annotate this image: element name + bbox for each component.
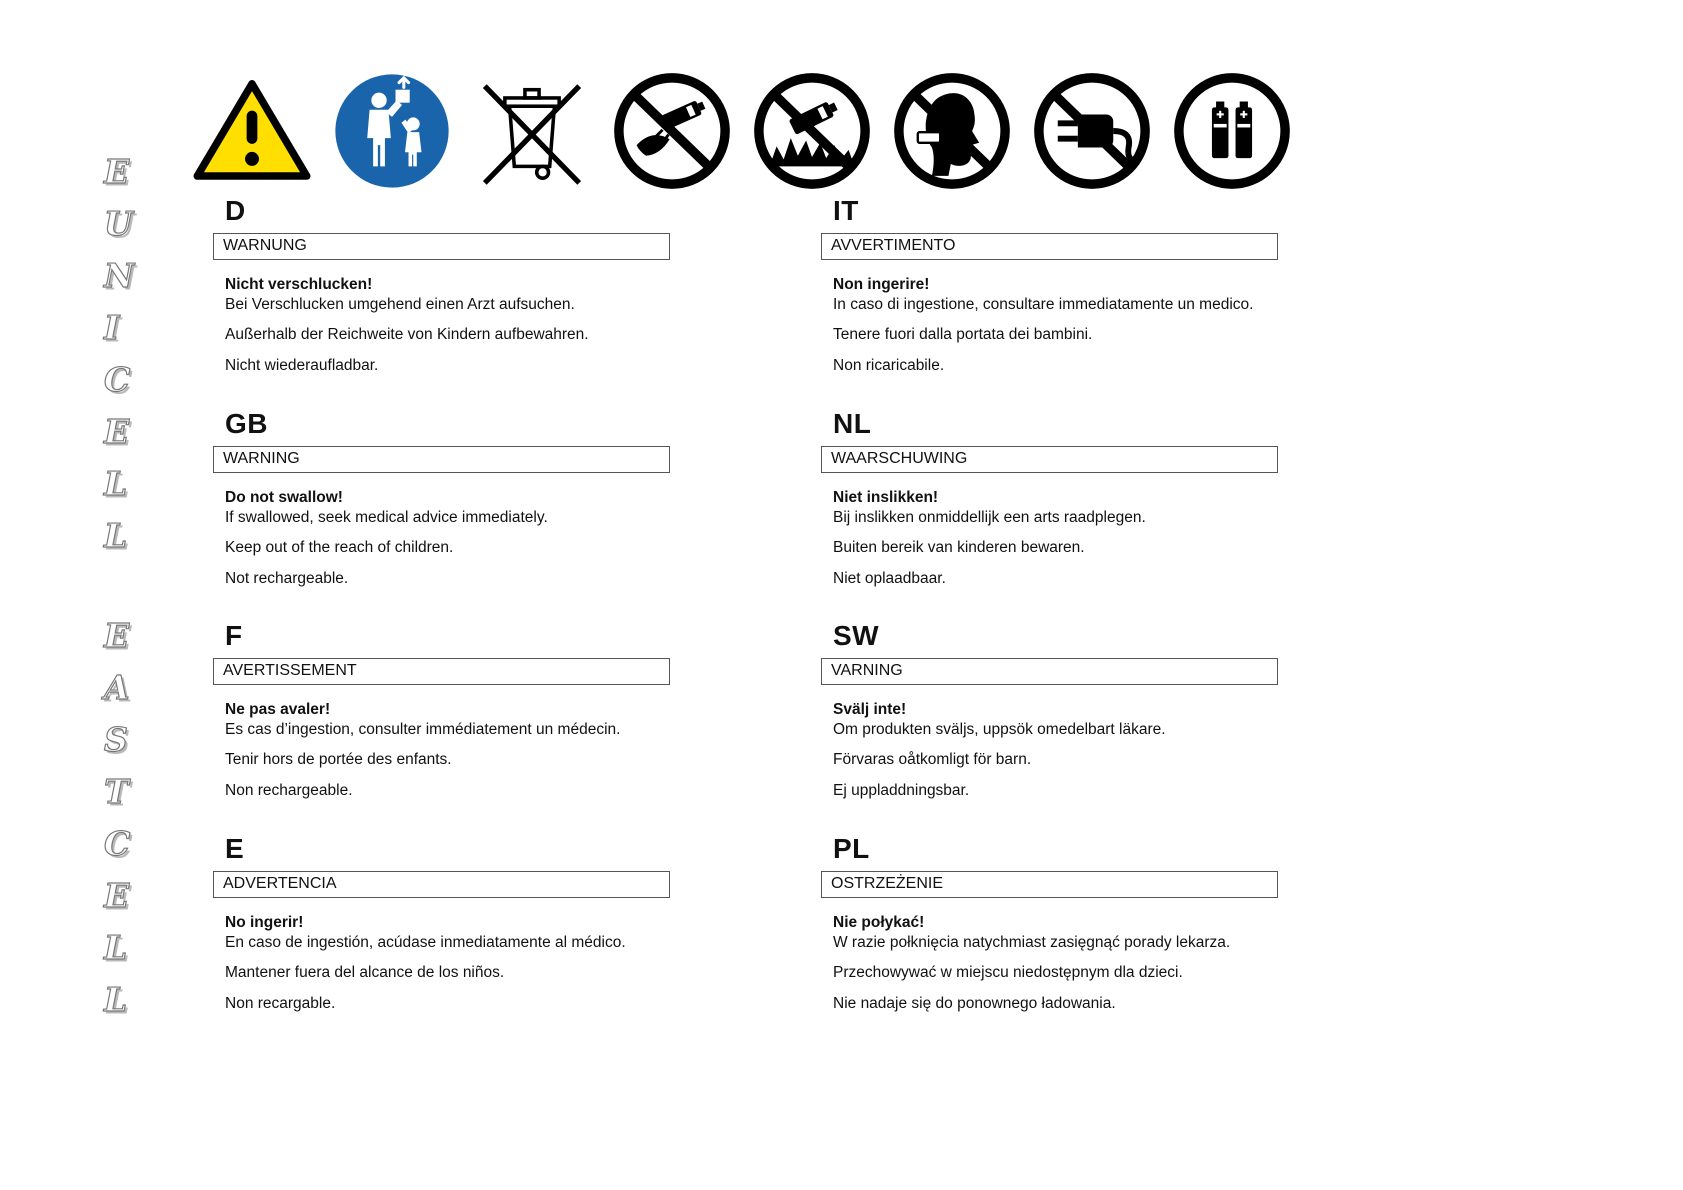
swallow-warning — [225, 700, 687, 739]
brand-letter: S — [104, 720, 128, 759]
language-code: D — [225, 195, 246, 226]
lang-section-german — [225, 196, 687, 375]
warning-word-box — [821, 233, 1278, 260]
warning-word: WAARSCHUWING — [831, 450, 968, 467]
warning-word: WARNING — [223, 450, 300, 467]
brand-letter: I — [104, 308, 120, 347]
lang-section-swedish — [833, 621, 1295, 800]
headline: Nie połykać! — [833, 914, 925, 931]
crossed-out-wheelie-bin-weee-icon — [473, 72, 591, 190]
warning-word: ADVERTENCIA — [223, 875, 337, 892]
warning-word-box — [821, 446, 1278, 473]
language-code: E — [225, 833, 245, 864]
medical-advice-line: Om produkten sväljs, uppsök omedelbart läkare. — [833, 720, 1166, 738]
medical-advice-line: Bij inslikken onmiddellijk een arts raadplegen. — [833, 508, 1146, 526]
warning-word-box — [821, 658, 1278, 685]
recharge-line: Nie nadaje się do ponownego ładowania. — [833, 994, 1116, 1012]
swallow-warning — [833, 488, 1295, 527]
brand-letter: E — [104, 876, 130, 915]
warning-text — [833, 488, 1295, 588]
lang-section-spanish — [225, 834, 687, 1013]
brand-letter: L — [104, 928, 128, 967]
warning-word-box — [213, 233, 670, 260]
warning-word: OSTRZEŻENIE — [831, 875, 944, 892]
warning-word-box — [213, 871, 670, 898]
brand-letter: L — [104, 516, 128, 555]
brand-letter: C — [104, 360, 131, 399]
headline: Ne pas avaler! — [225, 701, 331, 718]
recharge-line: Niet oplaadbaar. — [833, 569, 946, 587]
brand-letter: N — [104, 256, 135, 295]
lang-section-polish — [833, 834, 1295, 1013]
brand-letter: E — [104, 616, 130, 655]
brand-vertical-eunicell — [104, 152, 144, 568]
recharge-line: Not rechargeable. — [225, 569, 349, 587]
brand-letter: L — [104, 980, 128, 1019]
lang-section-dutch — [833, 409, 1295, 588]
headline: Nicht verschlucken! — [225, 276, 373, 293]
language-code: GB — [225, 408, 268, 439]
recharge-line: Non recargable. — [225, 994, 336, 1012]
lang-section-italian — [833, 196, 1295, 375]
language-code: F — [225, 620, 243, 651]
swallow-warning — [833, 275, 1295, 314]
warning-word-box — [213, 658, 670, 685]
warning-text — [225, 913, 687, 1013]
children-line: Mantener fuera del alcance de los niños. — [225, 964, 505, 981]
swallow-warning — [225, 488, 687, 527]
warning-text — [833, 913, 1295, 1013]
headline: Non ingerire! — [833, 276, 930, 293]
warning-word-box — [821, 871, 1278, 898]
headline: Svälj inte! — [833, 701, 907, 718]
headline: Do not swallow! — [225, 489, 343, 506]
language-code: PL — [833, 833, 870, 864]
headline: Niet inslikken! — [833, 489, 939, 506]
brand-letter: L — [104, 464, 128, 503]
do-not-recharge-plug-icon — [1033, 72, 1151, 190]
children-line: Tenir hors de portée des enfants. — [225, 751, 452, 768]
children-line: Außerhalb der Reichweite von Kindern aufbewahren. — [225, 326, 589, 343]
swallow-warning — [225, 913, 687, 952]
keep-away-from-children-mandatory-icon — [333, 72, 451, 190]
brand-vertical-eastcell — [104, 616, 144, 1032]
brand-letter: E — [104, 152, 130, 191]
brand-letter: E — [104, 412, 130, 451]
do-not-swallow-icon — [613, 72, 731, 190]
medical-advice-line: If swallowed, seek medical advice immediately. — [225, 508, 548, 526]
warning-text — [225, 488, 687, 588]
children-line: Förvaras oåtkomligt för barn. — [833, 751, 1032, 768]
medical-advice-line: Bei Verschlucken umgehend einen Arzt aufsuchen. — [225, 295, 575, 313]
medical-advice-line: In caso di ingestione, consultare immediatamente un medico. — [833, 295, 1254, 313]
children-line: Keep out of the reach of children. — [225, 539, 454, 556]
recharge-line: Non ricaricabile. — [833, 356, 945, 374]
brand-letter: U — [104, 204, 133, 243]
swallow-warning — [833, 700, 1295, 739]
warning-text — [225, 275, 687, 375]
warning-word: VARNING — [831, 662, 903, 679]
recharge-line: Non rechargeable. — [225, 781, 353, 799]
warning-word: WARNUNG — [223, 237, 307, 254]
language-code: NL — [833, 408, 872, 439]
batteries-icon — [1173, 72, 1291, 190]
warning-text — [833, 700, 1295, 800]
lang-section-french — [225, 621, 687, 800]
recharge-line: Nicht wiederaufladbar. — [225, 356, 379, 374]
do-not-put-in-mouth-icon — [893, 72, 1011, 190]
brand-letter: A — [104, 668, 130, 707]
warning-word-box — [213, 446, 670, 473]
swallow-warning — [225, 275, 687, 314]
general-warning-triangle-icon — [193, 72, 311, 190]
warning-text — [833, 275, 1295, 375]
do-not-dispose-in-fire-icon — [753, 72, 871, 190]
medical-advice-line: W razie połknięcia natychmiast zasięgnąć porady lekarza. — [833, 933, 1231, 951]
warning-pictograms-row — [193, 72, 1291, 190]
language-code: IT — [833, 195, 859, 226]
headline: No ingerir! — [225, 914, 304, 931]
swallow-warning — [833, 913, 1295, 952]
warning-text — [225, 700, 687, 800]
brand-letter: T — [104, 772, 129, 811]
warning-word: AVVERTIMENTO — [831, 237, 956, 254]
recharge-line: Ej uppladdningsbar. — [833, 781, 970, 799]
lang-section-english — [225, 409, 687, 588]
children-line: Tenere fuori dalla portata dei bambini. — [833, 326, 1093, 343]
medical-advice-line: Es cas d’ingestion, consulter immédiatement un médecin. — [225, 720, 621, 738]
children-line: Buiten bereik van kinderen bewaren. — [833, 539, 1085, 556]
language-code: SW — [833, 620, 880, 651]
brand-letter: C — [104, 824, 131, 863]
medical-advice-line: En caso de ingestión, acúdase inmediatamente al médico. — [225, 933, 626, 951]
warning-word: AVERTISSEMENT — [223, 662, 357, 679]
children-line: Przechowywać w miejscu niedostępnym dla dzieci. — [833, 964, 1183, 981]
